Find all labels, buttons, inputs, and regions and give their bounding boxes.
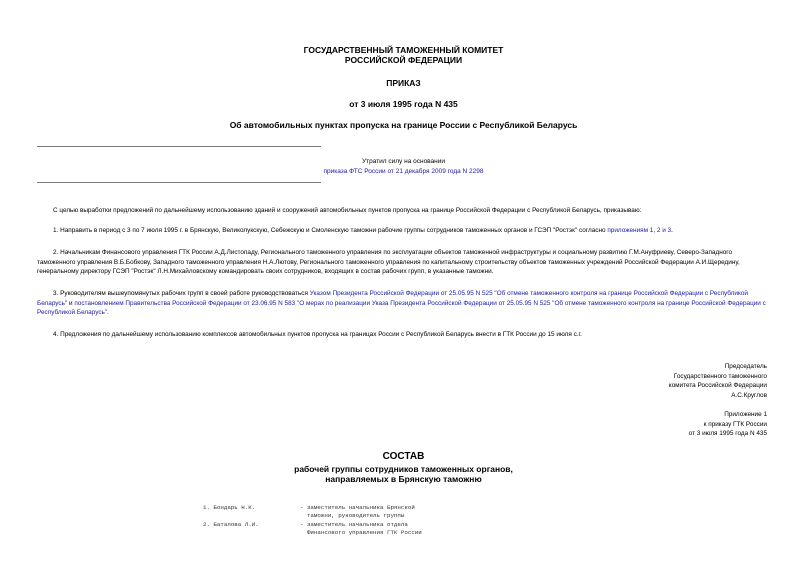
resolution-link[interactable]: постановлением Правительства Российской Федерации от 23.06.95 N 583 "О мерах по реализации Указа Президента Российской Федерации от 25.05.95 N 525 "Об отмене таможенного контроля на границе Российской Федерации с Республикой Беларусь" bbox=[37, 299, 766, 316]
divider-top bbox=[37, 146, 321, 147]
paragraph-4: 4. Предложения по дальнейшему использованию комплексов автомобильных пунктов пропуска на границах России с Республикой Беларусь внести в ГТК России до 15 июля с.г. bbox=[53, 331, 582, 338]
org-name-line2: РОССИЙСКОЙ ФЕДЕРАЦИИ bbox=[344, 55, 463, 65]
status-note: Утратил силу на основании bbox=[361, 158, 446, 165]
signatory-name: А.С.Круглов bbox=[731, 391, 767, 399]
org-name-line1: ГОСУДАРСТВЕННЫЙ ТАМОЖЕННЫЙ КОМИТЕТ bbox=[303, 45, 504, 55]
appendix-subtitle-line2: направляемых в Брянскую таможню bbox=[325, 474, 482, 484]
appendices-link[interactable]: приложениям 1, 2 и 3 bbox=[607, 227, 672, 234]
member-role-line2: Финансового управления ГТК России bbox=[300, 529, 422, 536]
appendix-order-ref: к приказу ГТК России bbox=[703, 420, 767, 428]
decree-link[interactable]: Указом Президента Российской Федерации от 25.05.95 N 525 "Об отмене таможенного контроля на границе Российской Федерации с Республикой Беларусь" bbox=[37, 290, 748, 307]
member-name: 2. Баталова Л.И. bbox=[203, 521, 259, 528]
paragraph-3: 3. Руководителям вышеупомянутых рабочих групп в своей работе руководствоваться Указом Президента Российской Федерации от 25.05.95 N 525 "Об отмене таможенного контроля на границе Российской Федерации с Республикой Беларусь" и постановлением Правительства Российской Федерации от 23.06.95 N 583 "О мерах по реализации Указа Президента Российской Федерации от 25.05.95 N 525 "Об отмене таможенного контроля на границе Российской Федерации с Республикой Беларусь". bbox=[37, 290, 766, 316]
appendix-number: Приложение 1 bbox=[724, 411, 767, 418]
doc-subject: Об автомобильных пунктах пропуска на границе России с Республикой Беларусь bbox=[229, 120, 578, 130]
appendix-title: СОСТАВ bbox=[382, 451, 425, 462]
member-role-line1: - заместитель начальника Брянской bbox=[300, 504, 415, 511]
divider-bottom bbox=[37, 182, 321, 183]
doc-date-number: от 3 июля 1995 года N 435 bbox=[349, 99, 458, 109]
paragraph-1: 1. Направить в период с 3 по 7 июля 1995 г. в Брянскую, Великолукскую, Себежскую и Смоленскую таможни рабочие группы сотрудников таможенных органов и ГСЭП "Ростэк" согласно приложениям 1, 2 и 3. bbox=[53, 227, 673, 234]
appendix-reference bbox=[689, 410, 767, 439]
member-role-line2: таможни, руководитель группы bbox=[300, 512, 405, 519]
signature-org-line2: комитета Российской Федерации bbox=[668, 382, 767, 389]
doc-type: ПРИКАЗ bbox=[386, 78, 421, 88]
signature-title: Председатель bbox=[724, 363, 767, 370]
intro-paragraph: С целью выработки предложений по дальнейшему использованию зданий и сооружений автомобильных пунктов пропуска на границе Российской Федерации с Республикой Беларусь, приказываю: bbox=[53, 207, 642, 214]
appendix-order-date: от 3 июля 1995 года N 435 bbox=[688, 430, 767, 437]
member-name: 1. Бондарь Н.К. bbox=[203, 504, 256, 511]
appendix-subtitle-line1: рабочей группы сотрудников таможенных органов, bbox=[294, 464, 513, 474]
status-repeal-link[interactable]: приказа ФТС России от 21 декабря 2009 года N 2298 bbox=[323, 168, 484, 175]
paragraph-2: 2. Начальникам Финансового управления ГТК России А.Д.Листопаду, Регионального таможенного управления по эксплуатации объектов таможенной инфраструктуры и социальному развитию Г.М.Ануфриеву, Северо-Западного таможенного управления В.Б.Бобкову, Западного таможенного управления Н.А.Лютову, Регионального таможенного управления по капитальному строительству объектов таможенных учреждений Российской Федерации А.И.Щередину, генеральному директору ГСЭП "Ростэк" Л.Н.Михайловскому командировать своих сотрудников, входящих в состав рабочих групп, в указанные таможни. bbox=[37, 249, 740, 275]
signature-block bbox=[669, 362, 767, 400]
signature-org-line1: Государственного таможенного bbox=[673, 372, 767, 380]
member-role-line1: - заместитель начальника отдела bbox=[300, 521, 408, 528]
